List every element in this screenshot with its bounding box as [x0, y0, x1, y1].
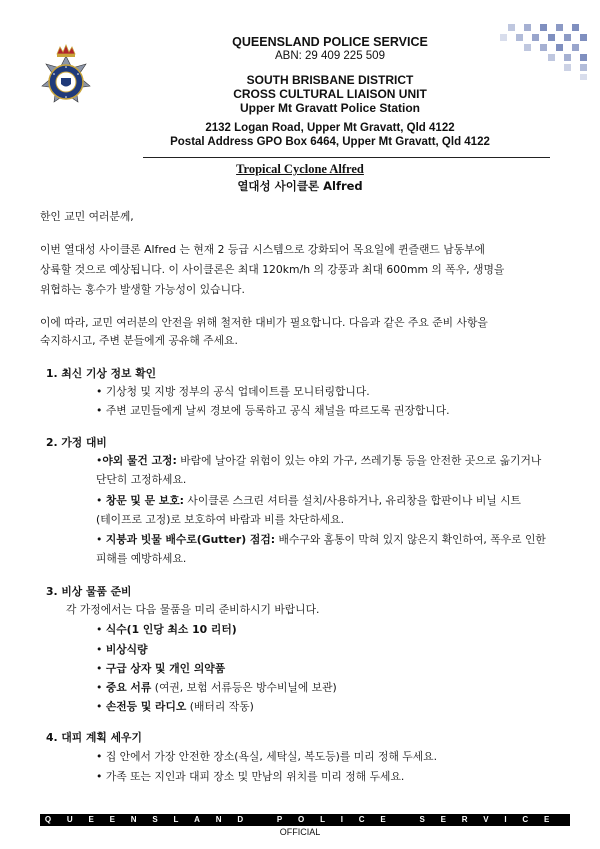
- footer-bar: QUEENSLAND POLICE SERVICE: [40, 814, 570, 826]
- section4-heading: 4. 대피 계획 세우기: [46, 731, 142, 744]
- qps-crest-icon: [32, 42, 100, 118]
- header-postal: Postal Address GPO Box 6464, Upper Mt Gravatt, Qld 4122: [170, 136, 490, 148]
- para2-line1: 이에 따라, 교민 여러분의 안전을 위해 철저한 대비가 필요합니다. 다음과 같은 주요 준비 사항을: [40, 316, 488, 329]
- section3-bullet3: • 구급 상자 및 개인 의약품: [96, 662, 226, 675]
- greeting: 한인 교민 여러분께,: [40, 210, 134, 223]
- header-divider: [143, 157, 550, 158]
- section3-intro: 각 가정에서는 다음 물품을 미리 준비하시기 바랍니다.: [66, 603, 320, 616]
- header-station: Upper Mt Gravatt Police Station: [239, 101, 421, 115]
- title-korean: 열대성 사이클론 Alfred: [237, 179, 363, 193]
- header-unit: CROSS CULTURAL LIAISON UNIT: [233, 87, 427, 101]
- section3-bullet2: • 비상식량: [96, 643, 148, 656]
- header-district: SOUTH BRISBANE DISTRICT: [246, 73, 414, 87]
- title-english: Tropical Cyclone Alfred: [236, 162, 364, 176]
- section1-bullet1: • 기상청 및 지방 정부의 공식 업데이트를 모니터링합니다.: [96, 385, 370, 398]
- footer-official: OFFICIAL: [279, 827, 321, 837]
- header-abn: ABN: 29 409 225 509: [275, 50, 385, 62]
- para1-line3: 위협하는 홍수가 발생할 가능성이 있습니다.: [40, 283, 245, 296]
- header-org: QUEENSLAND POLICE SERVICE: [232, 35, 428, 49]
- section2-bullet3-cont: 피해를 예방하세요.: [96, 552, 187, 565]
- section3-bullet5: • 손전등 및 라디오 (배터리 작동): [96, 700, 254, 713]
- section2-bullet2-cont: (테이프로 고정)로 보호하여 바람과 비를 차단하세요.: [96, 513, 345, 526]
- header-address: 2132 Logan Road, Upper Mt Gravatt, Qld 4122: [205, 122, 455, 134]
- section2-bullet1-cont: 단단히 고정하세요.: [96, 473, 187, 486]
- section2-bullet2: • 창문 및 문 보호: 사이클론 스크린 셔터를 설치/사용하거나, 유리창을 합판이나 비닐 시트: [96, 494, 521, 507]
- section2-bullet3: • 지붕과 빗물 배수로(Gutter) 점검: 배수구와 홈통이 막혀 있지 않은지 확인하여, 폭우로 인한: [96, 533, 546, 546]
- para1-line1: 이번 열대성 사이클론 Alfred 는 현재 2 등급 시스템으로 강화되어 목요일에 퀸즐랜드 남동부에: [40, 243, 485, 256]
- section2-heading: 2. 가정 대비: [46, 436, 107, 449]
- section1-heading: 1. 최신 기상 정보 확인: [46, 367, 157, 380]
- section3-bullet1: • 식수(1 인당 최소 10 리터): [96, 623, 237, 636]
- section1-bullet2: • 주변 교민들에게 날씨 경보에 등록하고 공식 채널을 따르도록 권장합니다.: [96, 404, 450, 417]
- section3-heading: 3. 비상 물품 준비: [46, 585, 132, 598]
- section3-bullet4: • 중요 서류 (여권, 보험 서류등은 방수비닐에 보관): [96, 681, 337, 694]
- section2-bullet1: •야외 물건 고정: 바람에 날아갈 위험이 있는 야외 가구, 쓰레기통 등을 안전한 곳으로 옮기거나: [96, 454, 542, 467]
- para2-line2: 숙지하시고, 주변 분들에게 공유해 주세요.: [40, 334, 238, 347]
- section4-bullet2: • 가족 또는 지인과 대피 장소 및 만남의 위치를 미리 정해 두세요.: [96, 770, 405, 783]
- para1-line2: 상륙할 것으로 예상됩니다. 이 사이클론은 최대 120km/h 의 강풍과 최대 600mm 의 폭우, 생명을: [40, 263, 505, 276]
- section4-bullet1: • 집 안에서 가장 안전한 장소(욕실, 세탁실, 복도등)를 미리 정해 두세요.: [96, 750, 438, 763]
